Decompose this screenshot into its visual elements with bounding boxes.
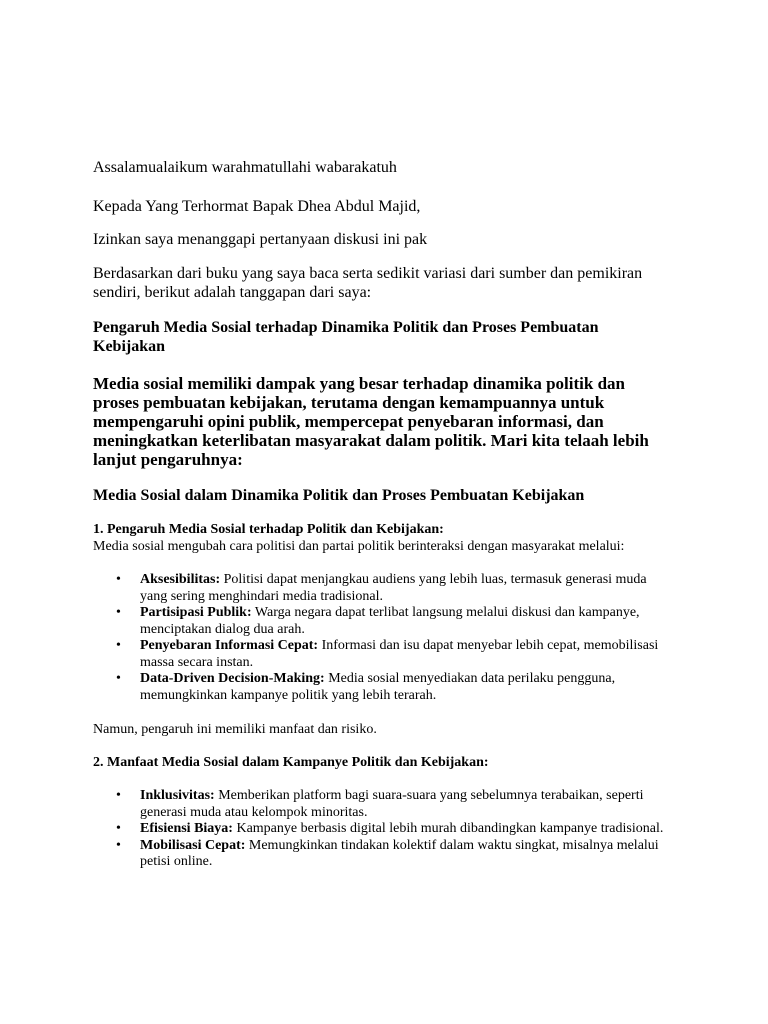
- list-item-text: Warga negara dapat terlibat langsung melalui diskusi dan kampanye, menciptakan dialog dua arah.: [140, 605, 640, 637]
- document-title: Pengaruh Media Sosial terhadap Dinamika Politik dan Proses Pembuatan Kebijakan: [93, 319, 599, 355]
- list-item-text: Politisi dapat menjangkau audiens yang lebih luas, termasuk generasi muda yang sering menghindari media tradisional.: [140, 572, 647, 604]
- bullet-icon: •: [116, 638, 121, 653]
- list-item-text: Memungkinkan tindakan kolektif dalam waktu singkat, misalnya melalui petisi online.: [140, 837, 659, 869]
- bullet-icon: •: [116, 788, 121, 803]
- bullet-icon: •: [116, 837, 121, 853]
- bullet-icon: •: [116, 671, 121, 686]
- list-item-text: Informasi dan isu dapat menyebar lebih cepat, memobilisasi massa secara instan.: [140, 638, 659, 670]
- list-item-term: Data-Driven Decision-Making:: [140, 671, 325, 686]
- list-item: [116, 788, 673, 821]
- list-item: [116, 821, 673, 838]
- list-item-text: Kampanye berbasis digital lebih murah dibandingkan kampanye tradisional.: [232, 821, 664, 836]
- list-item: [116, 671, 673, 704]
- list-item-text: Media sosial menyediakan data perilaku pengguna, memungkinkan kampanye politik yang lebih terarah.: [140, 671, 616, 703]
- section1-bullet-list: [93, 572, 673, 704]
- bullet-icon: •: [116, 605, 121, 620]
- list-item: [116, 572, 673, 605]
- bullet-icon: •: [116, 821, 121, 836]
- list-item-term: Penyebaran Informasi Cepat:: [140, 638, 319, 653]
- list-item-term: Inklusivitas:: [140, 788, 215, 803]
- greeting-line: Assalamualaikum warahmatullahi wabarakatuh: [93, 159, 397, 176]
- list-item-term: Aksesibilitas:: [140, 572, 221, 587]
- section1-note: Namun, pengaruh ini memiliki manfaat dan risiko.: [93, 722, 377, 737]
- basis-paragraph: Berdasarkan dari buku yang saya baca serta sedikit variasi dari sumber dan pemikiran sendiri, berikut adalah tanggapan dari saya:: [93, 265, 643, 301]
- section2-bullet-list: [93, 788, 673, 871]
- lead-paragraph: Media sosial memiliki dampak yang besar terhadap dinamika politik dan proses pembuatan kebijakan, terutama dengan kemampuannya untuk mempengaruhi opini publik, mempercepat penyebaran informasi, dan meningkatkan keterlibatan masyarakat dalam politik. Mari kita telaah lebih lanjut pengaruhnya:: [93, 374, 649, 469]
- list-item-text: Memberikan platform bagi suara-suara yang sebelumnya terabaikan, seperti generasi muda atau kelompok minoritas.: [140, 788, 644, 820]
- list-item-term: Efisiensi Biaya:: [140, 821, 233, 836]
- list-item: [116, 605, 673, 638]
- list-item-term: Partisipasi Publik:: [140, 605, 252, 620]
- list-item: [116, 638, 673, 671]
- bullet-icon: •: [116, 572, 121, 587]
- section1-description: Media sosial mengubah cara politisi dan partai politik berinteraksi dengan masyarakat melalui:: [93, 539, 625, 554]
- list-item: [116, 837, 673, 871]
- section1-heading: 1. Pengaruh Media Sosial terhadap Politik dan Kebijakan:: [93, 522, 444, 537]
- section-heading: Media Sosial dalam Dinamika Politik dan Proses Pembuatan Kebijakan: [93, 487, 585, 504]
- list-item-term: Mobilisasi Cepat:: [140, 837, 246, 853]
- document-body: [93, 158, 673, 871]
- section2-heading: 2. Manfaat Media Sosial dalam Kampanye Politik dan Kebijakan:: [93, 755, 489, 770]
- intro-line: Izinkan saya menanggapi pertanyaan diskusi ini pak: [93, 231, 428, 248]
- address-line: Kepada Yang Terhormat Bapak Dhea Abdul Majid,: [93, 198, 421, 215]
